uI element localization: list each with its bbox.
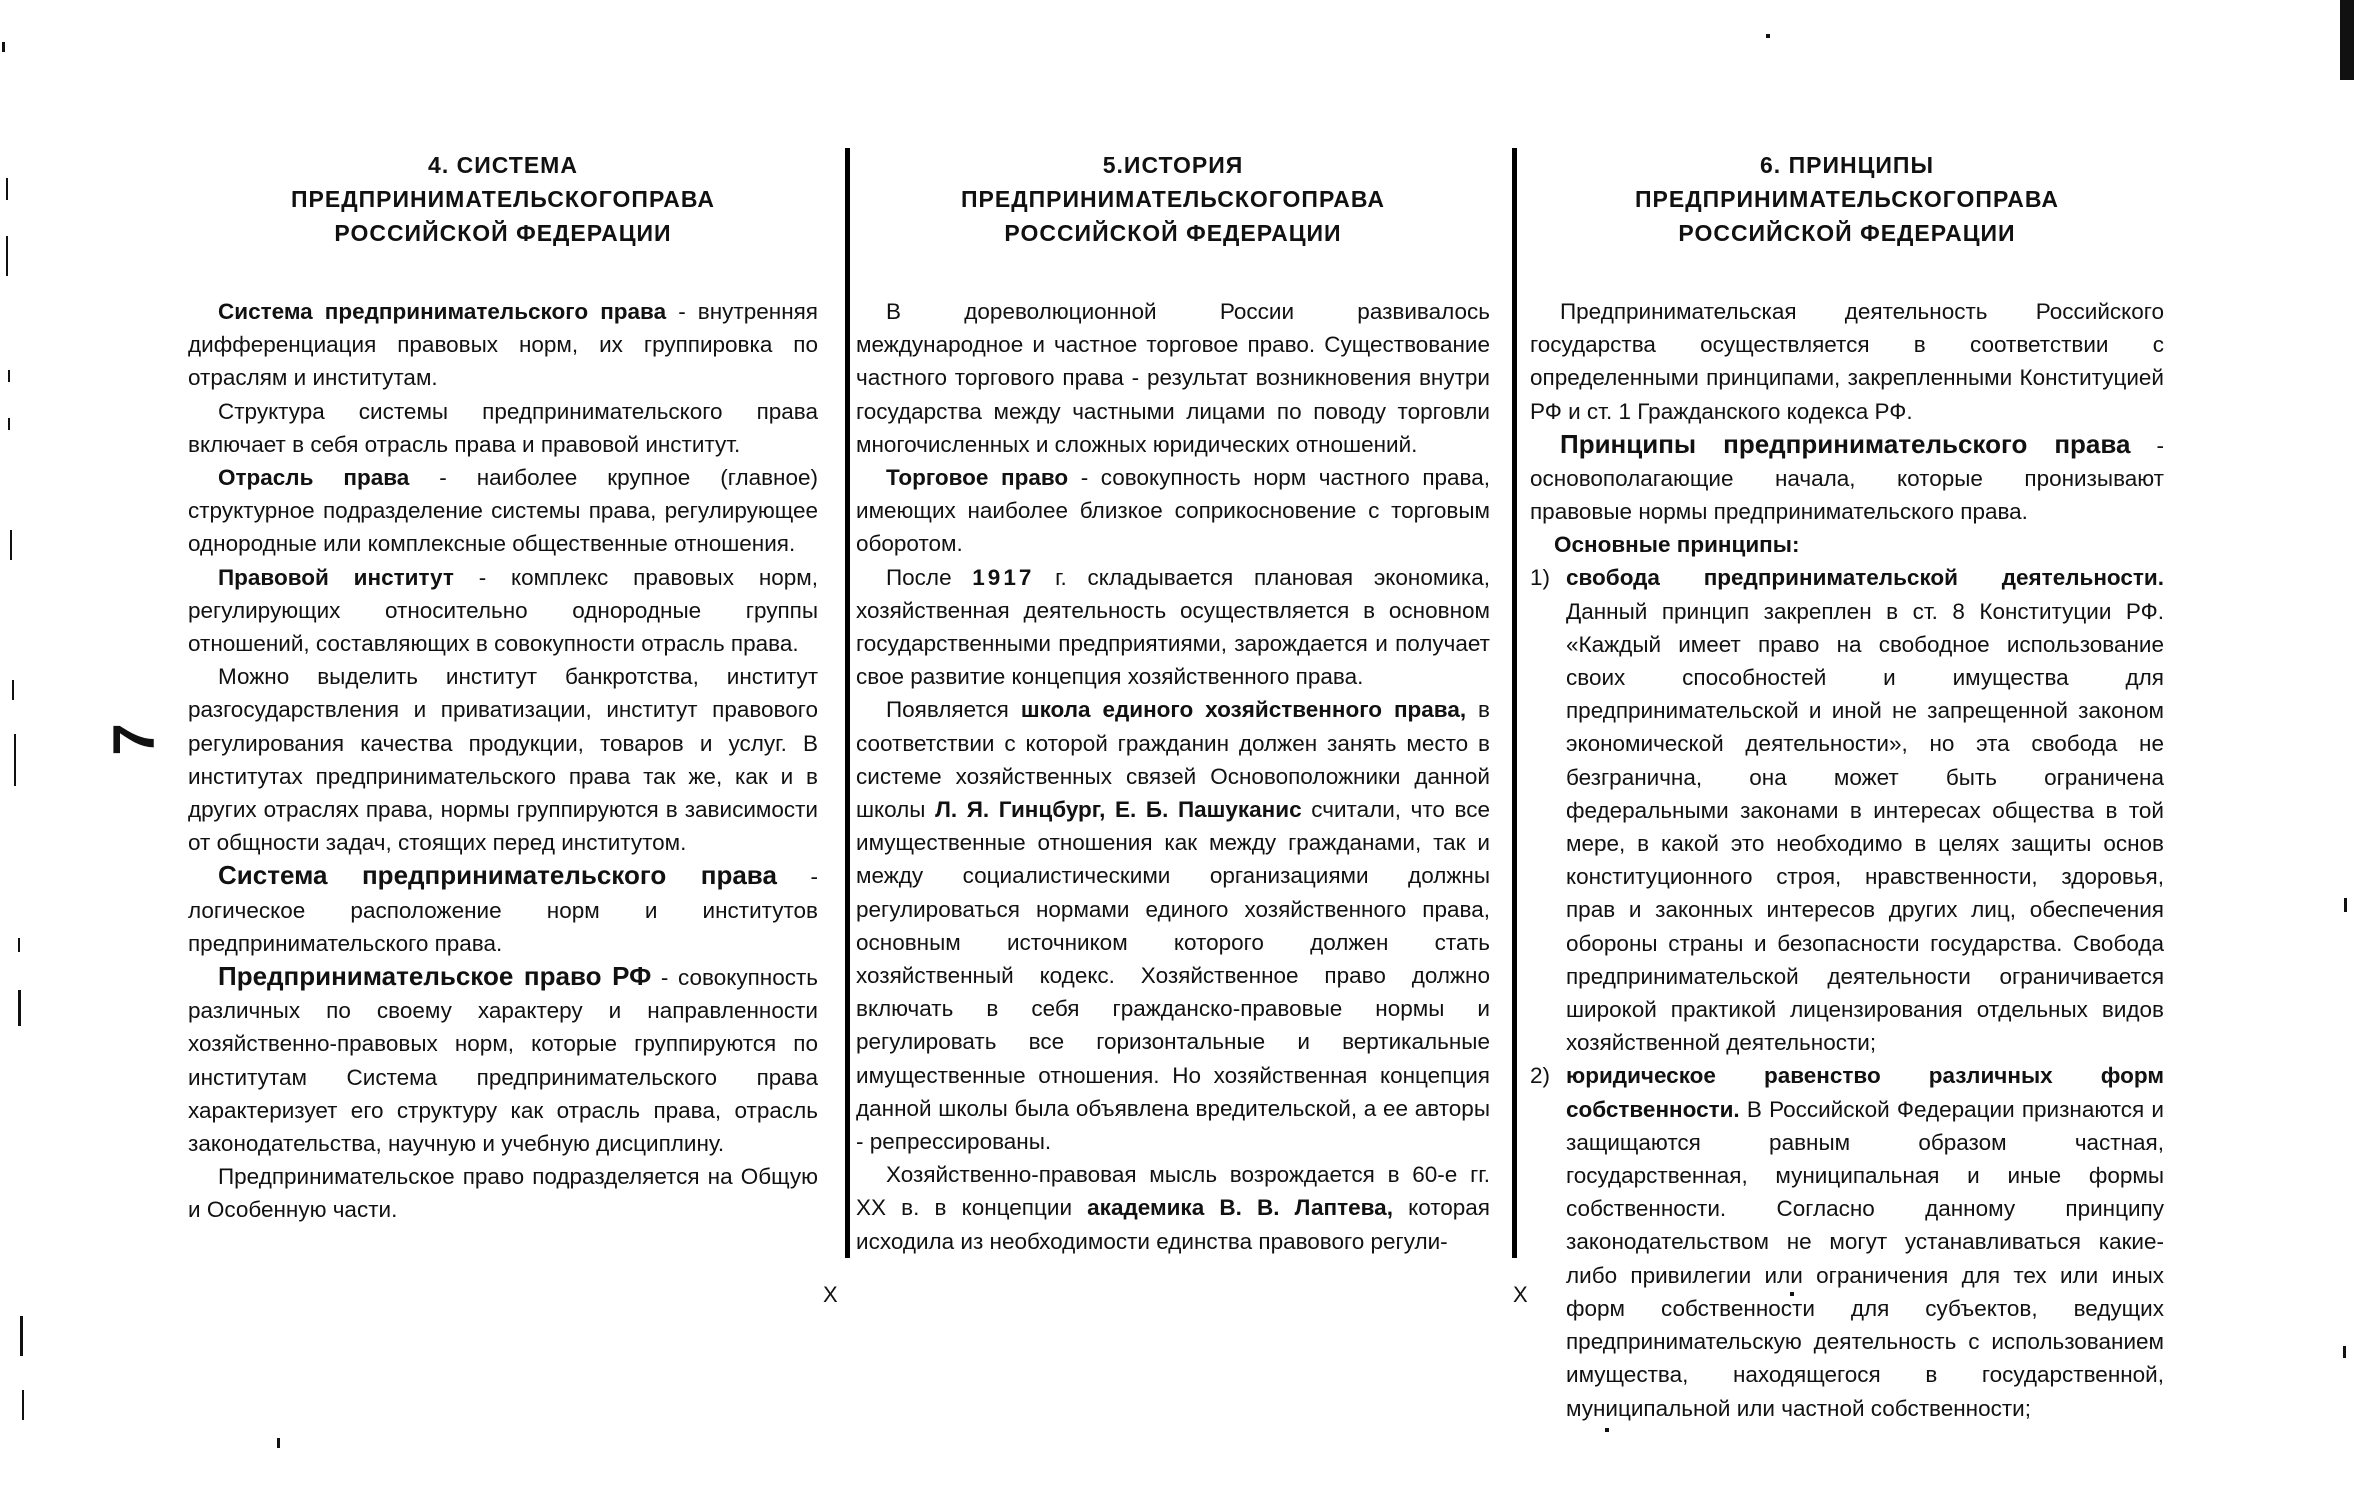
scan-speck <box>14 734 16 786</box>
paragraph: Предпринимательское право РФ - совокупность различных по своему характеру и направленности хозяйственно-правовых норм, которые группируются по институтам Система предпринимательского права характеризует его структуру как отрасль права, отрасль законодательства, научную и учебную дисциплину. <box>188 961 818 1157</box>
paragraph: Можно выделить институт банкротства, институт разгосударствления и приватизации, институт правового регулирования качества продукции, товаров и услуг. В институтах предпринимательского права так же, как и в других отраслях права, нормы группируются в зависимости от общности задач, стоящих перед институтом. <box>188 664 818 856</box>
scan-speck <box>8 418 10 430</box>
section-6-title: 6. ПРИНЦИПЫ ПРЕДПРИНИМАТЕЛЬСКОГОПРАВА РОССИЙСКОЙ ФЕДЕРАЦИИ <box>1635 152 2059 246</box>
scan-speck <box>18 990 21 1026</box>
section-5-title: 5.ИСТОРИЯ ПРЕДПРИНИМАТЕЛЬСКОГОПРАВА РОССИЙСКОЙ ФЕДЕРАЦИИ <box>961 152 1385 246</box>
scan-speck <box>18 938 20 952</box>
scan-speck <box>20 1316 23 1356</box>
scan-speck <box>1766 34 1770 38</box>
section-5-column <box>856 148 1490 1258</box>
section-6-column <box>1530 148 2164 1425</box>
section-4-column <box>188 148 818 1227</box>
paragraph: После 1917 г. складывается плановая экономика, хозяйственная деятельность осуществляется в основном государственными предприятиями, зарождается и получает свое развитие концепция хозяйственного права. <box>856 564 1490 690</box>
scan-speck <box>2 42 5 52</box>
scan-speck <box>6 178 8 200</box>
scan-speck <box>22 1390 24 1420</box>
list-item: 1) свобода предпринимательской деятельности. Данный принцип закреплен в ст. 8 Конституции РФ. «Каждый имеет право на свободное использование своих способностей и имущества для предпринимательской и иной не запрещенной законом экономической деятельности», но эта свобода не безгранична, она может быть ограничена федеральными законами в интересах общества в той мере, в какой это необходимо в целях защиты основ конституционного строя, нравственности, здоровья, прав и законных интересов других лиц, обеспечения обороны страны и безопасности государства. Свобода предпринимательской деятельности ограничивается широкой практикой лицензирования отдельных видов хозяйственной деятельности; <box>1530 565 2164 1056</box>
paragraph: Система предпринимательского права - логическое расположение норм и институтов предпринимательского права. <box>188 860 818 956</box>
scan-speck <box>6 236 8 276</box>
paragraph: Хозяйственно-правовая мысль возрождается в 60-е гг. XX в. в концепции академика В. В. Лаптева, которая исходила из необходимости единства правового регули- <box>856 1162 1490 1254</box>
paragraph: Торговое право - совокупность норм частного права, имеющих наиболее близкое соприкосновение с торговым оборотом. <box>856 465 1490 557</box>
scan-speck <box>8 370 10 382</box>
page-number: 7 <box>101 723 167 756</box>
page-mark-right: X <box>1513 1282 1528 1307</box>
page-mark-left: X <box>823 1282 838 1307</box>
principles-subheading: Основные принципы: <box>1554 532 1800 558</box>
paragraph: Правовой институт - комплекс правовых норм, регулирующих относительно однородные группы отношений, составляющих в совокупности отрасль права. <box>188 564 818 657</box>
scan-speck <box>10 530 12 560</box>
paragraph: Предпринимательское право подразделяется на Общую и Особенную части. <box>188 1164 818 1223</box>
scan-speck <box>1790 1292 1794 1296</box>
scan-speck <box>2343 1346 2346 1358</box>
scan-speck <box>1605 1428 1609 1432</box>
column-divider <box>1512 148 1517 1258</box>
paragraph: Структура системы предпринимательского права включает в себя отрасль права и правовой институт. <box>188 398 818 457</box>
paragraph: Система предпринимательского права - внутренняя дифференциация правовых норм, их группировка по отраслям и институтам. <box>188 299 818 391</box>
scan-speck <box>12 680 14 700</box>
paragraph: Отрасль права - наиболее крупное (главное) структурное подразделение системы права, регулирующее однородные или комплексные общественные отношения. <box>188 465 818 557</box>
section-4-title: 4. СИСТЕМА ПРЕДПРИНИМАТЕЛЬСКОГОПРАВА РОССИЙСКОЙ ФЕДЕРАЦИИ <box>291 152 715 246</box>
scan-speck <box>2344 898 2347 912</box>
scan-speck <box>2340 0 2354 80</box>
paragraph: В дореволюционной России развивалось международное и частное торговое право. Существование частного торгового права - результат возникновения внутри государства между частными лицами по поводу торговли многочисленных и сложных юридических отношений. <box>856 299 1490 457</box>
paragraph: Принципы предпринимательского права - основополагающие начала, которые пронизывают правовые нормы предпринимательского права. <box>1530 428 2164 525</box>
paragraph: Предпринимательская деятельность Российского государства осуществляется в соответствии с определенными принципами, закрепленными Конституцией РФ и ст. 1 Гражданского кодекса РФ. <box>1530 299 2164 424</box>
scan-speck <box>277 1438 280 1448</box>
column-divider <box>845 148 850 1258</box>
paragraph: Появляется школа единого хозяйственного права, в соответствии с которой гражданин должен занять место в системе хозяйственных связей Основоположники данной школы Л. Я. Гинцбург, Е. Б. Пашуканис считали, что все имущественные отношения как между гражданами, так и между социалистическими организациями должны регулироваться нормами единого хозяйственного права, основным источником которого должен стать хозяйственный кодекс. Хозяйственное право должно включать в себя гражданско-правовые нормы и регулировать все горизонтальные и вертикальные имущественные отношения. Но хозяйственная концепция данной школы была объявлена вредительской, а ее авторы - репрессированы. <box>856 697 1491 1155</box>
list-item: 2) юридическое равенство различных форм собственности. В Российской Федерации признаются и защищаются равным образом частная, государственная, муниципальная и иные формы собственности. Согласно данному принципу законодательством не могут устанавливаться какие-либо привилегии или ограничения для тех или иных форм собственности для субъектов, ведущих предпринимательскую деятельность с использованием имущества, находящегося в государственной, муниципальной или частной собственности; <box>1530 1063 2164 1421</box>
